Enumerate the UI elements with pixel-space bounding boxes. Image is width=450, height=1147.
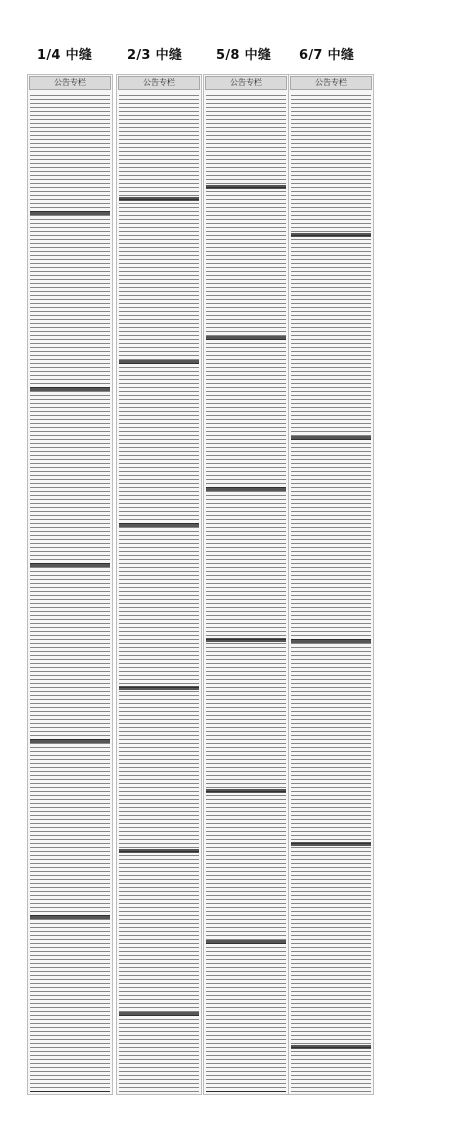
announcement-column-body (119, 93, 199, 1092)
announcement-column-body (30, 93, 110, 1092)
announcement-column-5-8 (203, 74, 289, 1095)
announcement-column-header: 公告专栏 (205, 76, 287, 90)
announcement-column-1-4 (27, 74, 113, 1095)
announcement-column-body (206, 93, 286, 1092)
column-label-2-3: 2/3 中缝 (127, 48, 183, 63)
announcement-column-header: 公告专栏 (290, 76, 372, 90)
announcement-column-2-3 (116, 74, 202, 1095)
announcement-column-header: 公告专栏 (29, 76, 111, 90)
announcement-column-6-7 (288, 74, 374, 1095)
column-label-1-4: 1/4 中缝 (37, 48, 93, 63)
announcement-column-body (291, 93, 371, 1092)
column-label-5-8: 5/8 中缝 (216, 48, 272, 63)
column-label-6-7: 6/7 中缝 (299, 48, 355, 63)
announcement-column-header: 公告专栏 (118, 76, 200, 90)
